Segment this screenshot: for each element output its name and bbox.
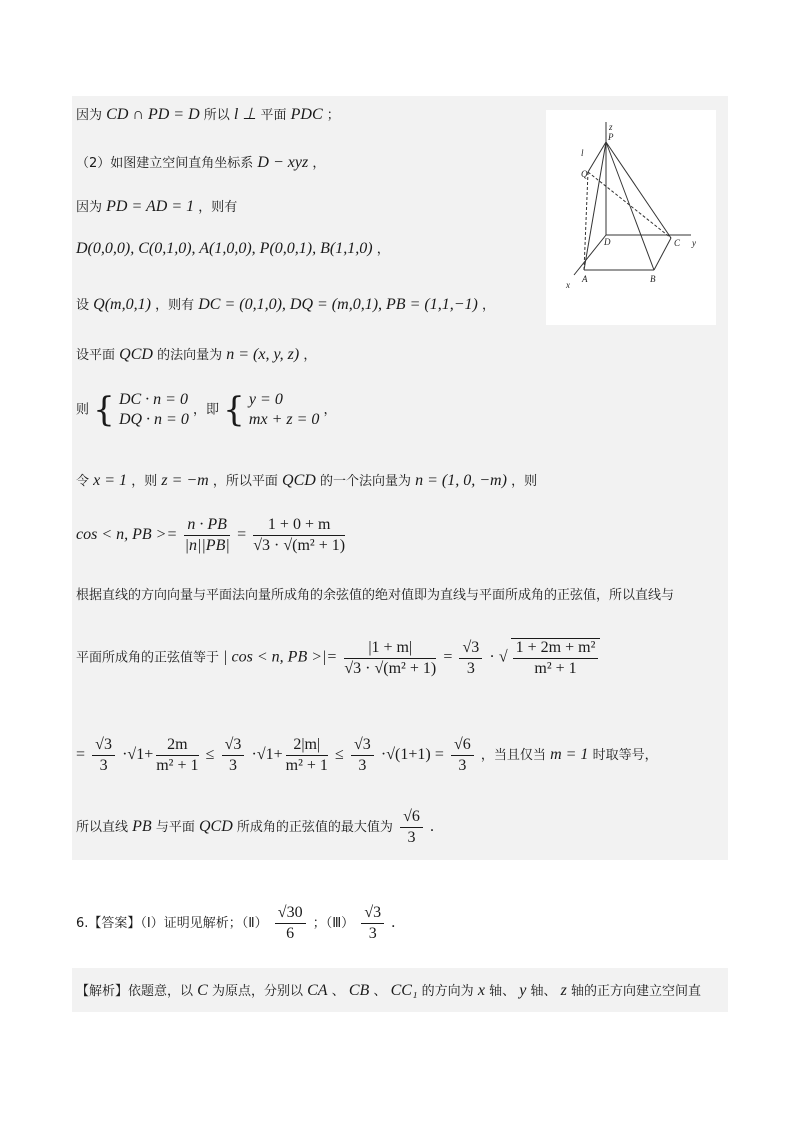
math: D − xyz	[257, 154, 309, 171]
math: CC₁	[390, 982, 418, 999]
denominator: 3	[358, 757, 367, 774]
math: ·	[380, 746, 387, 763]
brace: {	[223, 390, 245, 430]
label-z: z	[609, 122, 613, 132]
text: 令	[76, 474, 90, 489]
math: DQ · n = 0	[118, 411, 189, 428]
math: D(0,0,0), C(0,1,0), A(1,0,0), P(0,0,1), B(1,1,0)	[76, 240, 373, 257]
math: l ⊥	[233, 106, 257, 123]
math: CB	[348, 982, 370, 999]
edge-bc	[654, 238, 671, 270]
math: QCD	[199, 818, 233, 835]
text: 为原点，分别以	[211, 984, 303, 999]
numerator: √30	[275, 904, 306, 924]
math: =	[76, 746, 86, 763]
math: y	[519, 982, 527, 999]
label-d: D	[604, 237, 611, 247]
answer-line	[76, 904, 395, 943]
fraction	[361, 904, 384, 943]
math: x	[477, 982, 485, 999]
fraction	[511, 638, 601, 678]
fraction	[400, 808, 423, 847]
x-axis	[574, 235, 606, 275]
math: DC · n = 0	[118, 391, 188, 408]
math: CA	[307, 982, 328, 999]
math: =	[237, 526, 247, 543]
line-6	[76, 344, 316, 364]
math: z	[560, 982, 567, 999]
denominator: m² + 1	[156, 757, 199, 774]
fraction	[275, 904, 306, 943]
text: ，则	[511, 474, 538, 489]
text: 所成角的正弦值的最大值为	[236, 820, 393, 835]
line-9	[76, 516, 348, 555]
radical: √	[498, 648, 508, 666]
line-12	[76, 736, 658, 775]
numerator: 1 + 2m + m²	[513, 639, 599, 659]
numerator: 1 + 0 + m	[253, 516, 345, 536]
denominator: 6	[286, 925, 295, 942]
math: QCD	[282, 472, 316, 489]
edge-qa	[584, 172, 588, 270]
text: ，即	[192, 402, 219, 418]
equation-system-1	[119, 390, 189, 430]
numerator: 2m	[156, 736, 198, 756]
text: ，则有	[155, 298, 195, 313]
math: DC = (0,1,0), DQ = (m,0,1), PB = (1,1,−1)	[198, 296, 478, 313]
line-2	[76, 152, 325, 172]
text: ，	[376, 242, 390, 257]
fraction	[184, 516, 230, 555]
line-7	[76, 390, 337, 430]
label-y: y	[692, 238, 696, 248]
fraction	[351, 736, 374, 775]
text: ，	[312, 156, 326, 171]
math: | cos < n, PB >|=	[223, 648, 338, 666]
math: cos < n, PB >=	[76, 526, 178, 543]
fraction	[459, 639, 482, 678]
denominator: |n||PB|	[184, 537, 230, 554]
text: 所以直线	[76, 820, 129, 835]
text: （2）如图建立空间直角坐标系	[76, 156, 254, 171]
text: 设	[76, 298, 90, 313]
denominator: 3	[466, 659, 475, 677]
label-l: l	[581, 148, 584, 158]
math: =	[443, 648, 453, 666]
line-4	[76, 238, 390, 258]
math: ·√1+	[122, 746, 154, 763]
numerator: √3	[222, 736, 245, 756]
math: z = −m	[161, 472, 209, 489]
math: n = (x, y, z)	[226, 346, 300, 363]
text: 的法向量为	[157, 348, 223, 363]
math: QCD	[119, 346, 153, 363]
label-p: P	[608, 132, 614, 142]
text: ；	[326, 108, 340, 123]
denominator: 3	[228, 757, 237, 774]
line-13	[76, 808, 434, 847]
math: n = (1, 0, −m)	[415, 472, 507, 489]
math: ·	[489, 648, 495, 666]
label-x: x	[566, 280, 570, 290]
brace: {	[93, 390, 115, 430]
text: ，当且仅当	[480, 748, 546, 763]
fraction	[222, 736, 245, 775]
text: ，	[323, 402, 337, 418]
fraction	[451, 736, 474, 775]
numerator: √3	[459, 639, 482, 659]
numerator: √3	[361, 904, 384, 924]
fraction	[344, 639, 436, 678]
math: PDC	[290, 106, 323, 123]
text: 的方向为	[421, 984, 474, 999]
text: 的一个法向量为	[319, 474, 411, 489]
denominator: m² + 1	[534, 660, 577, 677]
line-11	[76, 638, 603, 678]
numerator: √6	[400, 808, 423, 828]
numerator: n · PB	[184, 516, 230, 536]
math: ≤	[335, 746, 344, 763]
answer-label: 6.【答案】（Ⅰ）证明见解析；（Ⅱ）	[76, 916, 268, 931]
math: ≤	[205, 746, 215, 763]
text: 时取等号，	[592, 748, 658, 763]
math: CD ∩ PD = D	[106, 106, 200, 123]
text: 轴、	[530, 984, 557, 999]
edge-pc	[606, 142, 671, 238]
math: m = 1	[550, 746, 589, 763]
text: 、	[331, 984, 345, 999]
line-5	[76, 294, 495, 314]
denominator: m² + 1	[285, 757, 328, 774]
text: ，则有	[198, 200, 238, 215]
text: 设平面	[76, 348, 116, 363]
text: ，	[303, 348, 317, 363]
text: 因为	[76, 200, 103, 215]
analysis-label: 【解析】依题意，以	[76, 984, 194, 999]
numerator: √3	[92, 736, 115, 756]
text: 轴的正方向建立空间直	[571, 984, 702, 999]
numerator: √6	[451, 736, 474, 756]
fraction	[156, 736, 198, 775]
text: 所以	[203, 108, 230, 123]
math: √(1+1)	[386, 746, 431, 763]
label-a: A	[582, 274, 588, 284]
text: ，所以平面	[212, 474, 278, 489]
text: ；（Ⅲ）	[312, 916, 355, 931]
math: y = 0	[248, 391, 283, 408]
math: .	[430, 818, 434, 835]
text: 因为	[76, 108, 103, 123]
text: ，	[481, 298, 495, 313]
math: ·√1+	[251, 746, 283, 763]
label-c: C	[674, 238, 681, 248]
line-1	[76, 104, 340, 124]
pyramid-diagram	[546, 110, 716, 325]
fraction	[286, 736, 328, 775]
text: 轴、	[489, 984, 516, 999]
math: x = 1	[93, 472, 128, 489]
math: Q(m,0,1)	[93, 296, 151, 313]
numerator: |1 + m|	[344, 639, 436, 659]
math: .	[391, 914, 396, 931]
text: 则	[76, 402, 90, 418]
text: 平面	[260, 108, 287, 123]
numerator: 2|m|	[286, 736, 328, 756]
label-b: B	[650, 274, 656, 284]
pyramid-figure	[546, 110, 716, 325]
line-8	[76, 470, 537, 490]
math: =	[434, 746, 444, 763]
fraction	[92, 736, 115, 775]
text: 、	[373, 984, 387, 999]
denominator: √3 · √(m² + 1)	[344, 659, 437, 677]
fraction	[253, 516, 345, 555]
text: ，则	[131, 474, 158, 489]
label-q: Q	[581, 169, 588, 179]
numerator: √3	[351, 736, 374, 756]
edge-pb	[606, 142, 654, 270]
math: mx + z = 0	[248, 411, 320, 428]
denominator: 3	[407, 829, 416, 846]
math: C	[197, 982, 208, 999]
denominator: 3	[458, 757, 467, 774]
text: 平面所成角的正弦值等于	[76, 650, 220, 666]
analysis-line	[76, 980, 701, 1000]
math: PB	[132, 818, 152, 835]
math: PD = AD = 1	[106, 198, 195, 215]
denominator: 3	[368, 925, 377, 942]
line-10	[76, 584, 674, 603]
equation-system-2	[249, 390, 319, 430]
text: 与平面	[155, 820, 195, 835]
denominator: 3	[99, 757, 108, 774]
text: 根据直线的方向向量与平面法向量所成角的余弦值的绝对值即为直线与平面所成角的正弦值，所以直线与	[76, 588, 675, 603]
denominator: √3 · √(m² + 1)	[253, 537, 346, 554]
line-3	[76, 196, 237, 216]
